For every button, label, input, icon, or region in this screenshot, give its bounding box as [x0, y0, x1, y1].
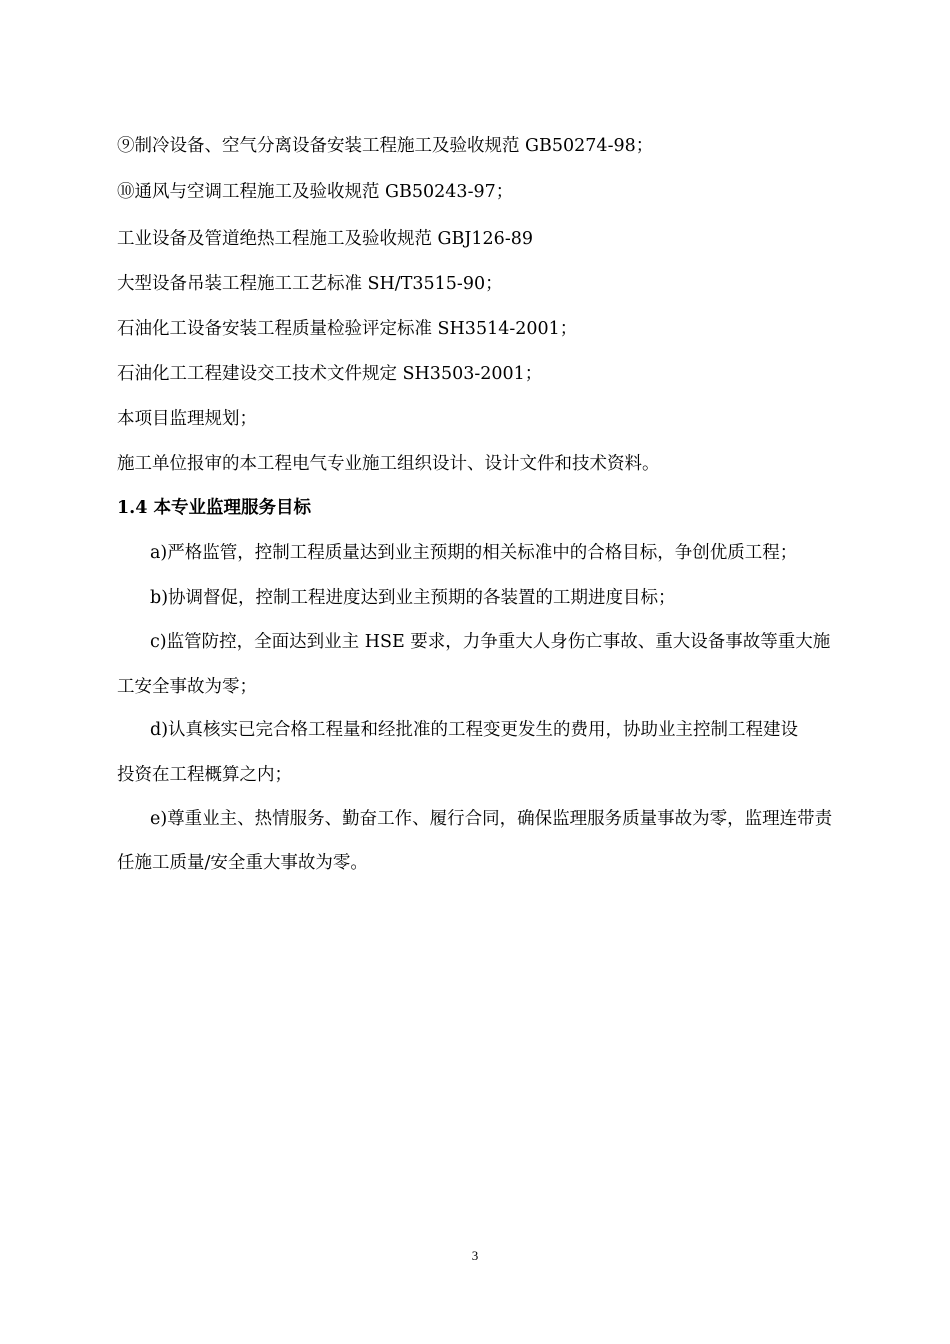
goal-a: a)严格监管，控制工程质量达到业主预期的相关标准中的合格目标，争创优质工程； [150, 543, 798, 563]
goal-c: c)监管防控，全面达到业主 HSE 要求，力争重大人身伤亡事故、重大设备事故等重大施 [150, 632, 831, 652]
page-number: 3 [471, 1248, 479, 1263]
goal-e: e)尊重业主、热情服务、勤奋工作、履行合同，确保监理服务质量事故为零，监理连带责 [150, 809, 833, 829]
goal-d-continued: 投资在工程概算之内； [117, 765, 292, 785]
reference-item: ⑩通风与空调工程施工及验收规范 GB50243-97； [117, 182, 514, 202]
section-heading: 1.4 本专业监理服务目标 [117, 498, 312, 518]
reference-item: 工业设备及管道绝热工程施工及验收规范 GBJ126-89 [117, 229, 533, 249]
goal-e-continued: 任施工质量/安全重大事故为零。 [117, 853, 368, 873]
reference-item: 石油化工设备安装工程质量检验评定标准 SH3514-2001； [117, 319, 578, 339]
reference-item: 石油化工工程建设交工技术文件规定 SH3503-2001； [117, 364, 543, 384]
reference-item: 本项目监理规划； [117, 409, 257, 429]
goal-c-continued: 工安全事故为零； [117, 677, 257, 697]
reference-item: 施工单位报审的本工程电气专业施工组织设计、设计文件和技术资料。 [117, 454, 660, 474]
goal-d: d)认真核实已完合格工程量和经批准的工程变更发生的费用，协助业主控制工程建设 [150, 720, 799, 740]
goal-b: b)协调督促，控制工程进度达到业主预期的各装置的工期进度目标； [150, 588, 676, 608]
reference-item: ⑨制冷设备、空气分离设备安装工程施工及验收规范 GB50274-98； [117, 136, 654, 156]
reference-item: 大型设备吊装工程施工工艺标准 SH/T3515-90； [117, 274, 503, 294]
